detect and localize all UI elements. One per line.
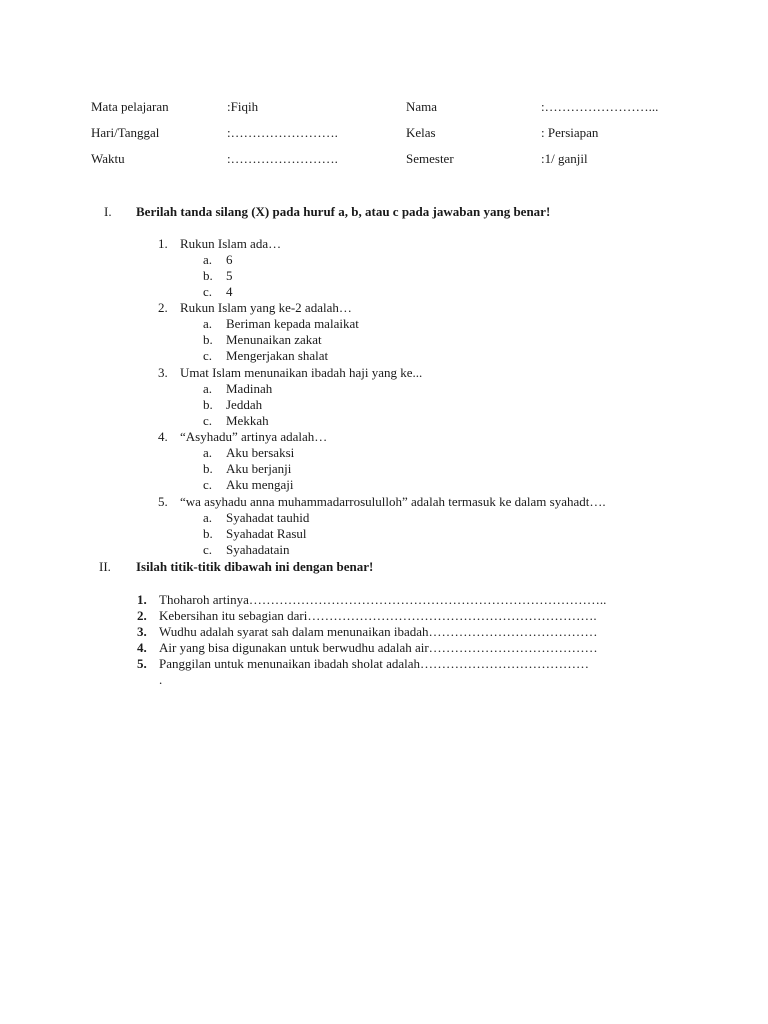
option-text: Syahadatain xyxy=(226,542,290,557)
question-text: “wa asyhadu anna muhammadarrosululloh” adalah termasuk ke dalam syahadt…. xyxy=(180,494,606,509)
semester-label: Semester xyxy=(406,151,454,166)
option-text: 5 xyxy=(226,268,233,283)
option-text: Aku mengaji xyxy=(226,477,294,492)
option-letter: a. xyxy=(203,381,213,396)
question-text: Wudhu adalah syarat sah dalam menunaikan ibadah………………………………… xyxy=(159,624,598,639)
option-text: Madinah xyxy=(226,381,273,396)
date-value: :……………………. xyxy=(227,125,338,140)
option-text: Syahadat Rasul xyxy=(226,526,307,541)
question-number: 2. xyxy=(158,300,168,315)
question-number: 3. xyxy=(137,624,147,639)
option-letter: a. xyxy=(203,252,213,267)
option-letter: c. xyxy=(203,284,213,299)
option-letter: b. xyxy=(203,268,213,283)
option-letter: b. xyxy=(203,397,213,412)
header-row-2 xyxy=(0,125,768,143)
question-number: 4. xyxy=(137,640,147,655)
question-text: “Asyhadu” artinya adalah… xyxy=(180,429,328,444)
question-text: Rukun Islam ada… xyxy=(180,236,282,251)
class-value: : Persiapan xyxy=(541,125,599,140)
section-2-number: II. xyxy=(99,559,111,574)
question-text: Rukun Islam yang ke-2 adalah… xyxy=(180,300,352,315)
question-number: 4. xyxy=(158,429,168,444)
option-text: Mekkah xyxy=(226,413,269,428)
question-number: 1. xyxy=(137,592,147,607)
option-letter: b. xyxy=(203,526,213,541)
option-letter: c. xyxy=(203,348,213,363)
time-value: :……………………. xyxy=(227,151,338,166)
question-number: 5. xyxy=(158,494,168,509)
subject-value: :Fiqih xyxy=(227,99,259,114)
question-number: 3. xyxy=(158,365,168,380)
option-letter: c. xyxy=(203,477,213,492)
option-text: Beriman kepada malaikat xyxy=(226,316,359,331)
section-2-heading xyxy=(0,559,768,577)
question-number: 1. xyxy=(158,236,168,251)
name-value: :……………………... xyxy=(541,99,659,114)
option-letter: b. xyxy=(203,461,213,476)
subject-label: Mata pelajaran xyxy=(91,99,169,114)
question-text: Thoharoh artinya……………………………………………………………………….. xyxy=(159,592,607,607)
option-text: Mengerjakan shalat xyxy=(226,348,329,363)
class-label: Kelas xyxy=(406,125,436,140)
section-1-instruction: Berilah tanda silang (X) pada huruf a, b, atau c pada jawaban yang benar! xyxy=(136,204,551,219)
option-text: Syahadat tauhid xyxy=(226,510,310,525)
semester-value: :1/ ganjil xyxy=(541,151,588,166)
section-1-heading xyxy=(0,204,768,222)
option-letter: c. xyxy=(203,542,213,557)
option-text: Jeddah xyxy=(226,397,263,412)
option-text: Aku berjanji xyxy=(226,461,292,476)
time-label: Waktu xyxy=(91,151,125,166)
option-letter: c. xyxy=(203,413,213,428)
option-letter: a. xyxy=(203,445,213,460)
question-number: 5. xyxy=(137,656,147,671)
section-2-instruction: Isilah titik-titik dibawah ini dengan benar! xyxy=(136,559,374,574)
date-label: Hari/Tanggal xyxy=(91,125,160,140)
question-text: Air yang bisa digunakan untuk berwudhu adalah air………………………………… xyxy=(159,640,598,655)
option-letter: b. xyxy=(203,332,213,347)
question-text: Panggilan untuk menunaikan ibadah sholat adalah………………………………… xyxy=(159,656,590,671)
option-text: 6 xyxy=(226,252,233,267)
question-text: Umat Islam menunaikan ibadah haji yang ke... xyxy=(180,365,423,380)
header-row-1 xyxy=(0,99,768,117)
name-label: Nama xyxy=(406,99,438,114)
option-letter: a. xyxy=(203,316,213,331)
question-text: Kebersihan itu sebagian dari…………………………………………………………. xyxy=(159,608,597,623)
option-letter: a. xyxy=(203,510,213,525)
section-1-number: I. xyxy=(104,204,112,219)
option-text: Aku bersaksi xyxy=(226,445,295,460)
trailing-text: . xyxy=(159,672,163,687)
question-number: 2. xyxy=(137,608,147,623)
option-text: 4 xyxy=(226,284,233,299)
header-row-3 xyxy=(0,151,768,169)
option-text: Menunaikan zakat xyxy=(226,332,322,347)
